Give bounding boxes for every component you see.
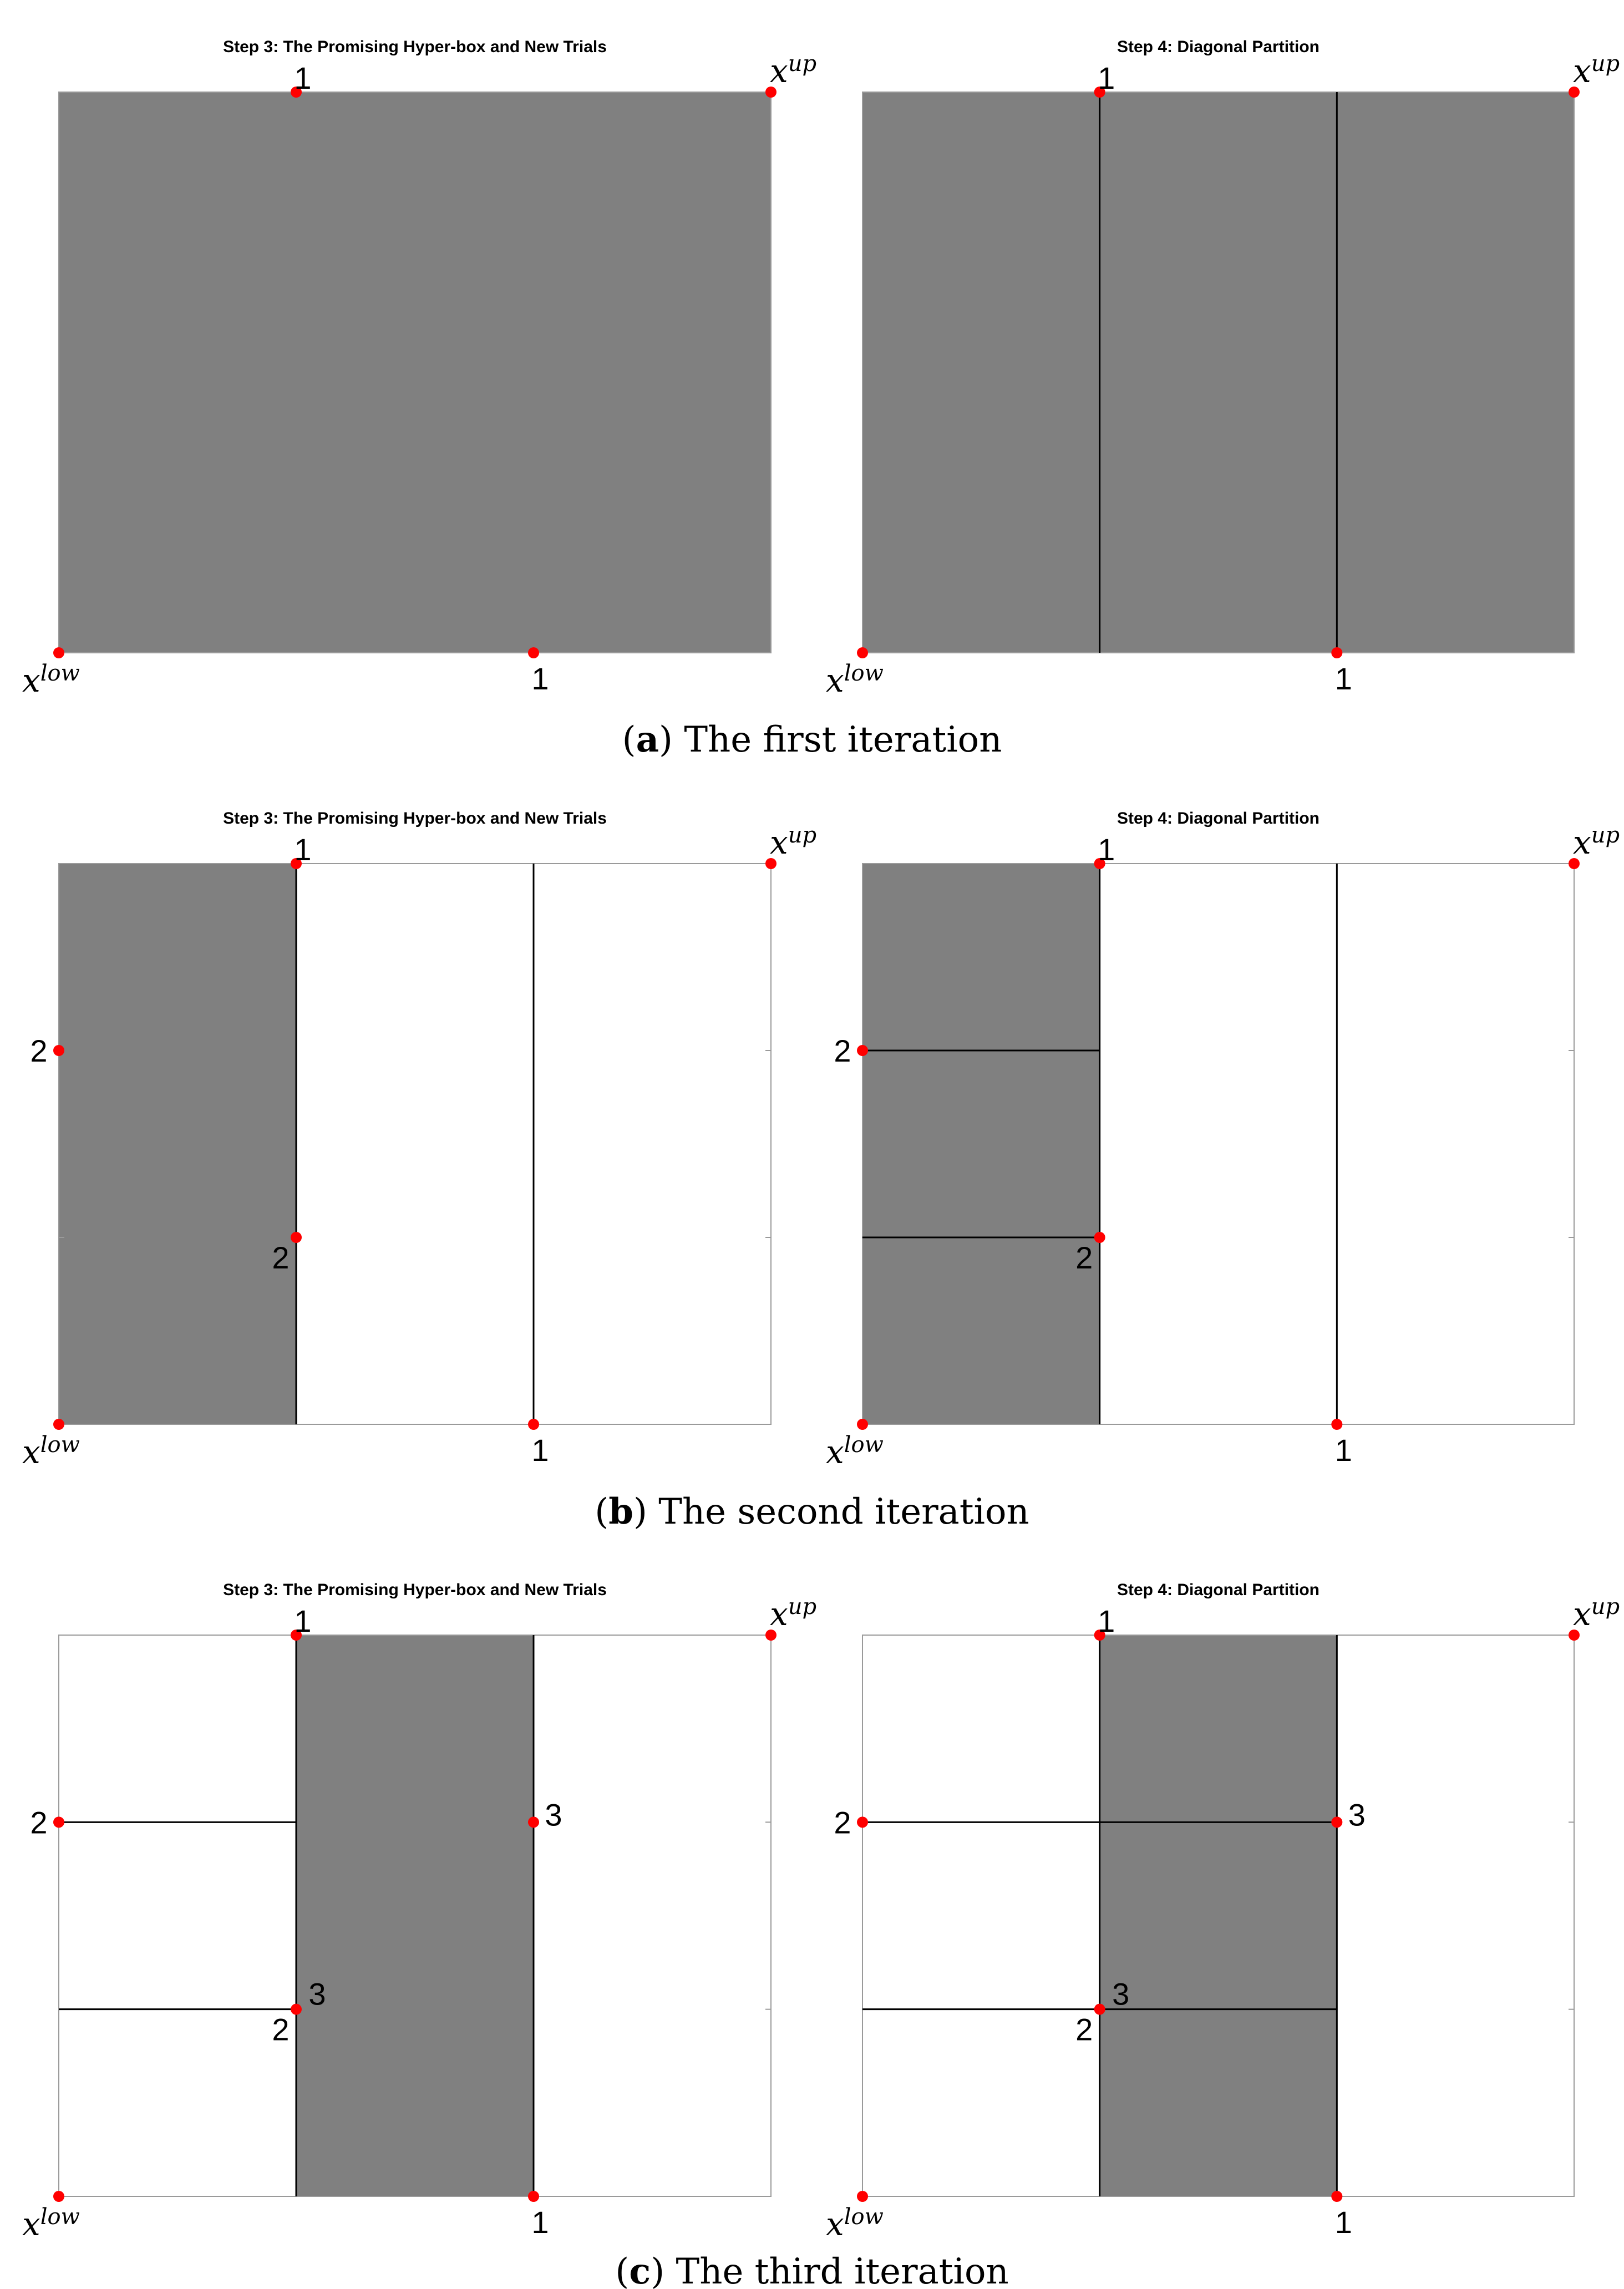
point-label: 2 — [834, 1033, 851, 1068]
corner-up-sup: up — [788, 823, 817, 848]
promising-hyper-box — [1100, 1635, 1337, 2196]
trial-point — [1331, 2191, 1342, 2202]
subfigure-caption — [622, 719, 1002, 760]
caption-open: ( — [622, 719, 636, 760]
point-label: 2 — [30, 1033, 48, 1068]
point-label: 3 — [1112, 1976, 1130, 2012]
point-label: 2 — [30, 1805, 48, 1840]
trial-point — [857, 1816, 868, 1828]
point-label: 3 — [545, 1797, 562, 1833]
point-label: 1 — [294, 832, 312, 867]
point-label: 1 — [1098, 60, 1115, 95]
caption-open: ( — [615, 2251, 630, 2289]
panel-4 — [826, 809, 1620, 1471]
panel-2 — [826, 38, 1620, 699]
trial-point — [857, 1419, 868, 1430]
panel-title: Step 3: The Promising Hyper-box and New Trials — [223, 809, 607, 828]
corner-up-base: x — [1573, 824, 1591, 861]
point-label: 1 — [1334, 1433, 1352, 1468]
trial-point — [528, 1816, 539, 1828]
point-label: 2 — [272, 2012, 290, 2047]
trial-point — [1331, 1816, 1342, 1828]
caption-letter: c — [629, 2251, 651, 2289]
point-label: 1 — [1098, 1603, 1115, 1638]
corner-low-base: x — [826, 1433, 844, 1471]
corner-up-base: x — [770, 1595, 788, 1633]
corner-up-sup: up — [788, 51, 817, 77]
corner-up-sup: up — [788, 1594, 817, 1620]
caption-text: ) The second iteration — [633, 1491, 1029, 1532]
caption-open: ( — [595, 1491, 609, 1532]
trial-point — [1331, 647, 1342, 658]
corner-label-low — [826, 661, 884, 699]
corner-low-sup: low — [844, 661, 884, 686]
corner-label-up — [1573, 823, 1620, 861]
trial-point — [528, 2191, 539, 2202]
trial-point — [528, 1419, 539, 1430]
point-label: 1 — [531, 661, 549, 696]
point-label: 1 — [1098, 832, 1115, 867]
point-label: 3 — [308, 1976, 326, 2012]
promising-hyper-box — [296, 1635, 534, 2196]
corner-low-sup: low — [844, 2204, 884, 2230]
trial-point — [291, 2004, 302, 2015]
corner-up-sup: up — [1591, 823, 1620, 848]
point-label: 1 — [1334, 2205, 1352, 2240]
promising-hyper-box — [59, 864, 296, 1424]
corner-label-low — [22, 2204, 80, 2243]
corner-low-base: x — [22, 1433, 40, 1471]
corner-up-base: x — [1573, 1595, 1591, 1633]
point-label: 1 — [1334, 661, 1352, 696]
caption-text: ) The third iteration — [651, 2251, 1009, 2289]
corner-low-base: x — [826, 2205, 844, 2243]
corner-label-low — [22, 1432, 80, 1471]
point-label: 2 — [272, 1240, 290, 1275]
corner-low-base: x — [826, 662, 844, 699]
trial-point — [53, 2191, 64, 2202]
panel-title: Step 4: Diagonal Partition — [1116, 1581, 1320, 1599]
subfigure-caption — [595, 1491, 1029, 1532]
point-label: 2 — [1075, 2012, 1093, 2047]
corner-label-up — [770, 1594, 816, 1633]
corner-up-sup: up — [1591, 1594, 1620, 1620]
panel-1 — [22, 38, 816, 699]
panel-6 — [826, 1581, 1620, 2243]
trial-point — [1331, 1419, 1342, 1430]
panel-title: Step 4: Diagonal Partition — [1116, 809, 1320, 828]
promising-hyper-box — [59, 92, 771, 653]
panel-title: Step 4: Diagonal Partition — [1116, 38, 1320, 56]
subfigure-caption — [615, 2251, 1008, 2289]
corner-up-base: x — [1573, 52, 1591, 90]
corner-low-base: x — [22, 2205, 40, 2243]
caption-letter: a — [636, 719, 659, 760]
point-label: 1 — [531, 1433, 549, 1468]
corner-label-up — [1573, 1594, 1620, 1633]
promising-hyper-box — [862, 864, 1100, 1424]
promising-hyper-box — [862, 92, 1574, 653]
panel-5 — [22, 1581, 816, 2243]
trial-point — [528, 647, 539, 658]
corner-label-low — [826, 1432, 884, 1471]
trial-point — [857, 2191, 868, 2202]
corner-label-low — [826, 2204, 884, 2243]
caption-text: ) The first iteration — [659, 719, 1002, 760]
panel-title: Step 3: The Promising Hyper-box and New Trials — [223, 38, 607, 56]
corner-low-sup: low — [40, 661, 80, 686]
corner-label-up — [1573, 51, 1620, 90]
trial-point — [53, 647, 64, 658]
corner-label-up — [770, 823, 816, 861]
trial-point — [1094, 1232, 1105, 1243]
point-label: 2 — [834, 1805, 851, 1840]
panel-title: Step 3: The Promising Hyper-box and New Trials — [223, 1581, 607, 1599]
panel-3 — [22, 809, 816, 1471]
corner-low-sup: low — [40, 1432, 80, 1458]
trial-point — [857, 1045, 868, 1056]
point-label: 1 — [531, 2205, 549, 2240]
trial-point — [53, 1045, 64, 1056]
corner-up-sup: up — [1591, 51, 1620, 77]
point-label: 1 — [294, 1603, 312, 1638]
trial-point — [1094, 2004, 1105, 2015]
trial-point — [291, 1232, 302, 1243]
corner-low-sup: low — [40, 2204, 80, 2230]
trial-point — [53, 1816, 64, 1828]
corner-label-up — [770, 51, 816, 90]
point-label: 1 — [294, 60, 312, 95]
point-label: 2 — [1075, 1240, 1093, 1275]
corner-low-sup: low — [844, 1432, 884, 1458]
trial-point — [53, 1419, 64, 1430]
corner-low-base: x — [22, 662, 40, 699]
corner-label-low — [22, 661, 80, 699]
trial-point — [857, 647, 868, 658]
corner-up-base: x — [770, 52, 788, 90]
corner-up-base: x — [770, 824, 788, 861]
point-label: 3 — [1348, 1797, 1366, 1833]
caption-letter: b — [608, 1491, 633, 1532]
